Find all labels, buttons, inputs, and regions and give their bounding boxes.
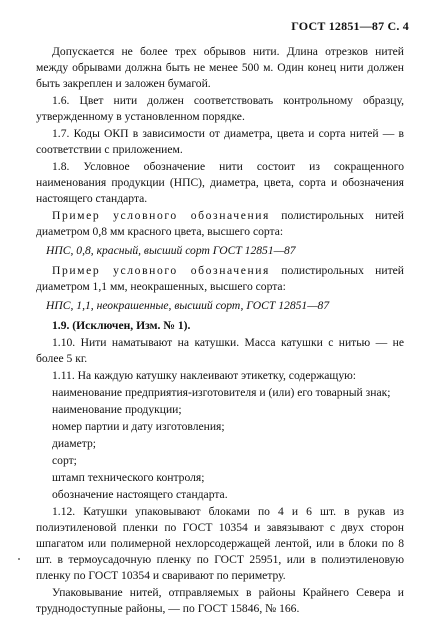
label-item: штамп технического контроля; (52, 471, 205, 484)
example-2-lead: Пример условного обозначения (52, 264, 270, 277)
paragraph-1-8: 1.8. Условное обозначение нити состоит из сокращенного наименования продукции (НПС), диаметра, цвета, сорта и обозначения настоящего стандарта. (36, 160, 404, 205)
example-1-code: НПС, 0,8, красный, высший сорт ГОСТ 12851—87 (46, 244, 296, 257)
label-item: сорт; (52, 454, 77, 467)
scan-speck (18, 558, 20, 560)
paragraph-1-6: 1.6. Цвет нити должен соответствовать контрольному образцу, утвержденному в установленном порядке. (36, 94, 404, 123)
example-2-intro (36, 263, 404, 295)
paragraph-1-9-text: (Исключен, Изм. № 1). (72, 319, 191, 332)
paragraph-breaks: Допускается не более трех обрывов нити. Длина отрезков нитей между обрывами должна быть не менее 500 м. Один конец нити должен быть закреплен и заложен бумагой. (36, 45, 404, 90)
paragraph-1-7: 1.7. Коды ОКП в зависимости от диаметра, цвета и сорта нитей — в соответствии с приложением. (36, 127, 404, 156)
label-item: диаметр; (52, 437, 96, 450)
label-item: обозначение настоящего стандарта. (52, 488, 228, 501)
paragraph-1-10: 1.10. Нити наматывают на катушки. Масса катушки с нитью — не более 5 кг. (36, 336, 404, 365)
example-2-rest: полистирольных нитей диаметром 1,1 мм, неокрашенных, высшего сорта: (36, 264, 404, 293)
example-1-rest: полистирольных нитей диаметром 0,8 мм красного цвета, высшего сорта: (36, 209, 404, 238)
label-item: наименование предприятия-изготовителя и (или) его товарный знак; (52, 386, 391, 399)
paragraph-1-9 (36, 318, 404, 334)
label-item: наименование продукции; (52, 403, 182, 416)
example-1-intro (36, 208, 404, 240)
paragraph-1-11: 1.11. На каждую катушку наклеивают этикетку, содержащую: (52, 369, 357, 382)
paragraph-packing-north: Упаковывание нитей, отправляемых в районы Крайнего Севера и труднодоступные районы, — по ГОСТ 15846, № 166. (36, 586, 404, 615)
example-1-lead: Пример условного обозначения (52, 209, 270, 222)
example-2-code: НПС, 1,1, неокрашенные, высший сорт, ГОСТ 12851—87 (46, 299, 330, 312)
document-body (36, 44, 404, 618)
paragraph-1-9-number: 1.9. (52, 319, 70, 332)
page-header: ГОСТ 12851—87 С. 4 (291, 19, 409, 33)
paragraph-1-12: 1.12. Катушки упаковывают блоками по 4 и 6 шт. в рукав из полиэтиленовой пленки по ГОСТ 10354 и завязывают с двух сторон шпагатом или полимерной нехлорсодержащей лентой, или в блоки по 8 шт. в термоусадочную пленку по ГОСТ 25951, или в полиэтиленовую пленку по ГОСТ 10354 и сваривают по периметру. (36, 505, 404, 582)
label-item: номер партии и дату изготовления; (52, 420, 225, 433)
